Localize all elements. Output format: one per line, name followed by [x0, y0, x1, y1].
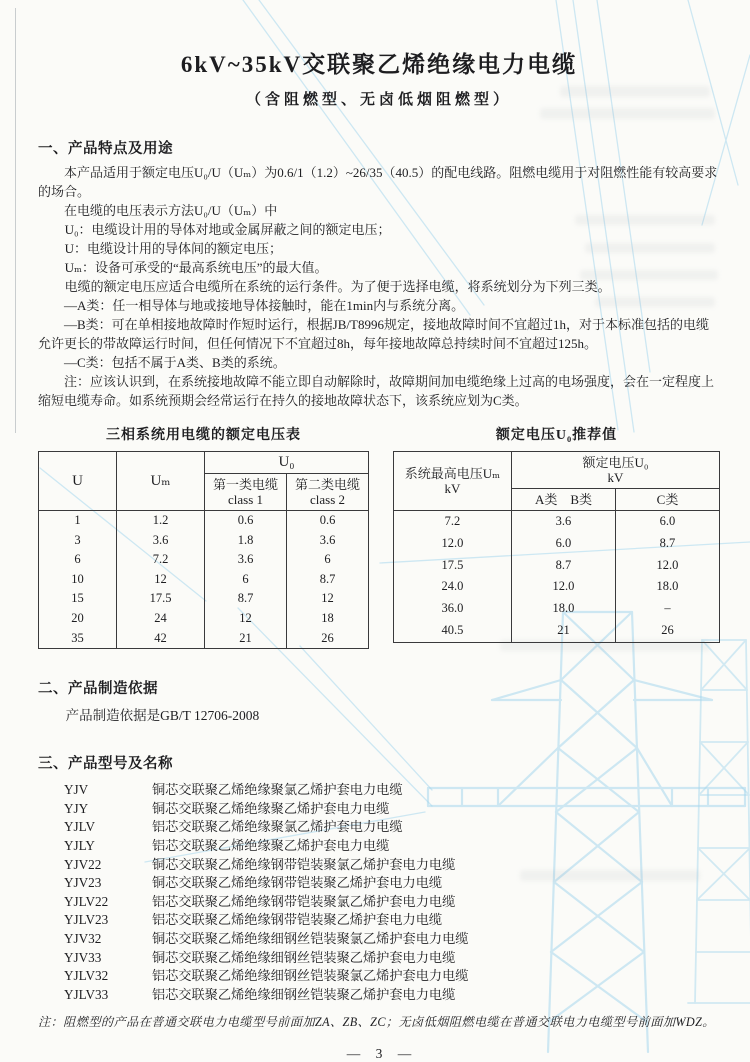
- cell-class-c: 12.0: [615, 555, 719, 577]
- cell-class-ab: 21: [511, 620, 615, 642]
- cell-class1: 1.8: [205, 531, 287, 551]
- model-name: 铝芯交联聚乙烯绝缘钢带铠装聚氯乙烯护套电力电缆: [152, 893, 456, 909]
- cell-class-ab: 8.7: [511, 555, 615, 577]
- cell-class-c: 26: [615, 620, 719, 642]
- table-row: [393, 511, 719, 533]
- right-table-title: 额定电压U₀推荐值: [495, 428, 618, 443]
- paragraph: —A类：任一相导体与地或接地导体接触时，能在1min内与系统分离。: [64, 298, 465, 313]
- three-phase-voltage-table: [38, 451, 369, 649]
- table-row: [393, 533, 719, 555]
- cell-system-um: 12.0: [393, 533, 511, 555]
- cell-class-c: –: [615, 598, 719, 620]
- model-code: YJLY: [64, 837, 95, 853]
- three-phase-voltage-table-block: [38, 424, 369, 649]
- col-header-class2: [287, 474, 369, 511]
- cell-class2: 26: [287, 629, 369, 649]
- model-row: [38, 837, 720, 856]
- model-row: [38, 781, 720, 800]
- rated-u0-label: 额定电压U₀: [582, 455, 649, 470]
- table-row: [393, 598, 719, 620]
- table-row: [39, 589, 369, 609]
- model-row: [38, 800, 720, 819]
- right-table-body: [393, 511, 719, 643]
- model-code: YJY: [64, 800, 89, 816]
- model-name: 铝芯交联聚乙烯绝缘聚乙烯护套电力电缆: [152, 837, 390, 853]
- table-row: [393, 555, 719, 577]
- cell-system-um: 36.0: [393, 598, 511, 620]
- model-name: 铜芯交联聚乙烯绝缘细钢丝铠装聚氯乙烯护套电力电缆: [152, 930, 469, 946]
- model-row: [38, 967, 720, 986]
- footnote: 注：阻燃型的产品在普通交联电力电缆型号前面加ZA、ZB、ZC；无卤低烟阻燃电缆在普通交联电力电缆型号前面加WDZ。: [38, 1015, 715, 1030]
- cell-u: 1: [39, 511, 117, 531]
- model-code: YJLV22: [64, 893, 109, 909]
- col-header-class-ab: A类 B类: [511, 489, 615, 511]
- model-code: YJLV33: [64, 986, 109, 1002]
- model-name: 铝芯交联聚乙烯绝缘聚氯乙烯护套电力电缆: [152, 819, 403, 835]
- cell-class2: 0.6: [287, 511, 369, 531]
- cell-um: 3.6: [117, 531, 205, 551]
- section1-body: [38, 163, 720, 410]
- model-code: YJV23: [64, 875, 102, 891]
- model-name: 铜芯交联聚乙烯绝缘细钢丝铠装聚乙烯护套电力电缆: [152, 949, 456, 965]
- model-name: 铜芯交联聚乙烯绝缘聚氯乙烯护套电力电缆: [152, 782, 403, 798]
- left-table-title: 三相系统用电缆的额定电压表: [106, 428, 301, 443]
- cell-u: 20: [39, 609, 117, 629]
- col-header-u: U: [39, 452, 117, 511]
- table-row: [393, 620, 719, 642]
- paragraph: —C类：包括不属于A类、B类的系统。: [64, 355, 286, 370]
- col-header-um: Uₘ: [117, 452, 205, 511]
- model-name: 铝芯交联聚乙烯绝缘细钢丝铠装聚氯乙烯护套电力电缆: [152, 968, 469, 984]
- table-row: [39, 550, 369, 570]
- document-subtitle: （含阻燃型、无卤低烟阻燃型）: [245, 92, 512, 108]
- model-name: 铝芯交联聚乙烯绝缘钢带铠装聚乙烯护套电力电缆: [152, 912, 443, 928]
- document-title: 6kV~35kV交联聚乙烯绝缘电力电缆: [180, 52, 578, 77]
- model-row: [38, 893, 720, 912]
- cell-um: 1.2: [117, 511, 205, 531]
- model-row: [38, 986, 720, 1005]
- model-name: 铜芯交联聚乙烯绝缘钢带铠装聚氯乙烯护套电力电缆: [152, 856, 456, 872]
- cell-class-ab: 3.6: [511, 511, 615, 533]
- cell-class2: 12: [287, 589, 369, 609]
- cell-class1: 12: [205, 609, 287, 629]
- paragraph: Uₘ：设备可承受的“最高系统电压”的最大值。: [64, 260, 328, 275]
- cell-class-c: 6.0: [615, 511, 719, 533]
- paragraph: 注：应该认识到，在系统接地故障不能立即自动解除时，故障期间加电缆绝缘上过高的电场强度，会在一定程度上缩短电缆寿命。如系统预期会经常运行在持久的接地故障状态下，该系统应划为C类。: [38, 374, 715, 408]
- paragraph: 电缆的额定电压应适合电缆所在系统的运行条件。为了便于选择电缆，将系统划分为下列三类。: [64, 279, 611, 294]
- model-name: 铜芯交联聚乙烯绝缘聚乙烯护套电力电缆: [152, 800, 390, 816]
- col-header-u0: U₀: [205, 452, 369, 474]
- cell-u: 35: [39, 629, 117, 649]
- cell-um: 7.2: [117, 550, 205, 570]
- paragraph: 在电缆的电压表示方法U₀/U（Uₘ）中: [64, 203, 278, 218]
- table-row: [39, 609, 369, 629]
- cell-class-ab: 18.0: [511, 598, 615, 620]
- cell-um: 17.5: [117, 589, 205, 609]
- table-row: [39, 629, 369, 649]
- cell-um: 24: [117, 609, 205, 629]
- section2-heading: 二、产品制造依据: [38, 681, 158, 698]
- cell-u: 3: [39, 531, 117, 551]
- cell-class-ab: 6.0: [511, 533, 615, 555]
- paragraph: U：电缆设计用的导体间的额定电压；: [64, 241, 283, 256]
- cell-um: 42: [117, 629, 205, 649]
- recommended-voltage-table-block: [393, 424, 720, 649]
- col-header-system-um: [393, 452, 511, 511]
- cell-class2: 3.6: [287, 531, 369, 551]
- model-code: YJV: [64, 782, 89, 798]
- model-row: [38, 874, 720, 893]
- model-row: [38, 856, 720, 875]
- cell-system-um: 24.0: [393, 576, 511, 598]
- model-code: YJV33: [64, 949, 102, 965]
- paragraph: —B类：可在单相接地故障时作短时运行，根据JB/T8996规定，接地故障时间不宜超过1h，对于本标准包括的电缆允许更长的带故障运行时间，但任何情况下不宜超过8h，每年接地故障总持续时间不宜超过125h。: [38, 317, 709, 351]
- model-name: 铝芯交联聚乙烯绝缘细钢丝铠装聚乙烯护套电力电缆: [152, 986, 456, 1002]
- model-code: YJLV32: [64, 968, 109, 984]
- cell-class-c: 18.0: [615, 576, 719, 598]
- system-um-label: 系统最高电压Uₘ: [404, 466, 501, 481]
- cell-u: 6: [39, 550, 117, 570]
- section1-heading: 一、产品特点及用途: [38, 141, 173, 157]
- paragraph: 本产品适用于额定电压U₀/U（Uₘ）为0.6/1（1.2）~26/35（40.5）的配电线路。阻燃电缆用于对阻燃性能有较高要求的场合。: [38, 165, 718, 199]
- model-row: [38, 911, 720, 930]
- rated-u0-unit: kV: [607, 470, 624, 485]
- cell-system-um: 40.5: [393, 620, 511, 642]
- model-code: YJV32: [64, 930, 102, 946]
- model-row: [38, 818, 720, 837]
- section2-body: 产品制造依据是GB/T 12706-2008: [65, 708, 260, 724]
- table-row: [39, 531, 369, 551]
- system-um-unit: kV: [444, 481, 461, 496]
- section3-heading: 三、产品型号及名称: [38, 756, 173, 773]
- col-header-class1: [205, 474, 287, 511]
- left-table-body: [39, 511, 369, 649]
- class1-en: class 1: [227, 492, 264, 507]
- model-code: YJLV23: [64, 912, 109, 928]
- model-list: [38, 781, 720, 1004]
- cell-class1: 6: [205, 570, 287, 590]
- cell-um: 12: [117, 570, 205, 590]
- cell-class-ab: 12.0: [511, 576, 615, 598]
- page-number: — 3 —: [346, 1046, 412, 1062]
- col-header-class-c: C类: [615, 489, 719, 511]
- model-row: [38, 949, 720, 968]
- cell-class1: 8.7: [205, 589, 287, 609]
- cell-system-um: 17.5: [393, 555, 511, 577]
- cell-u: 15: [39, 589, 117, 609]
- table-row: [39, 570, 369, 590]
- model-name: 铜芯交联聚乙烯绝缘钢带铠装聚乙烯护套电力电缆: [152, 875, 443, 891]
- cell-class1: 21: [205, 629, 287, 649]
- model-code: YJLV: [64, 819, 96, 835]
- cell-class-c: 8.7: [615, 533, 719, 555]
- cell-class2: 8.7: [287, 570, 369, 590]
- cell-class2: 6: [287, 550, 369, 570]
- cell-system-um: 7.2: [393, 511, 511, 533]
- col-header-rated-u0: [511, 452, 719, 489]
- class2-cn: 第二类电缆: [294, 477, 360, 492]
- class1-cn: 第一类电缆: [212, 477, 278, 492]
- paragraph: U₀：电缆设计用的导体对地或金属屏蔽之间的额定电压；: [64, 222, 391, 237]
- cell-class1: 0.6: [205, 511, 287, 531]
- cell-class1: 3.6: [205, 550, 287, 570]
- class2-en: class 2: [309, 492, 346, 507]
- table-row: [39, 511, 369, 531]
- cell-class2: 18: [287, 609, 369, 629]
- voltage-tables: [38, 424, 720, 649]
- model-code: YJV22: [64, 856, 102, 872]
- recommended-voltage-table: [393, 451, 720, 643]
- table-row: [393, 576, 719, 598]
- model-row: [38, 930, 720, 949]
- cell-u: 10: [39, 570, 117, 590]
